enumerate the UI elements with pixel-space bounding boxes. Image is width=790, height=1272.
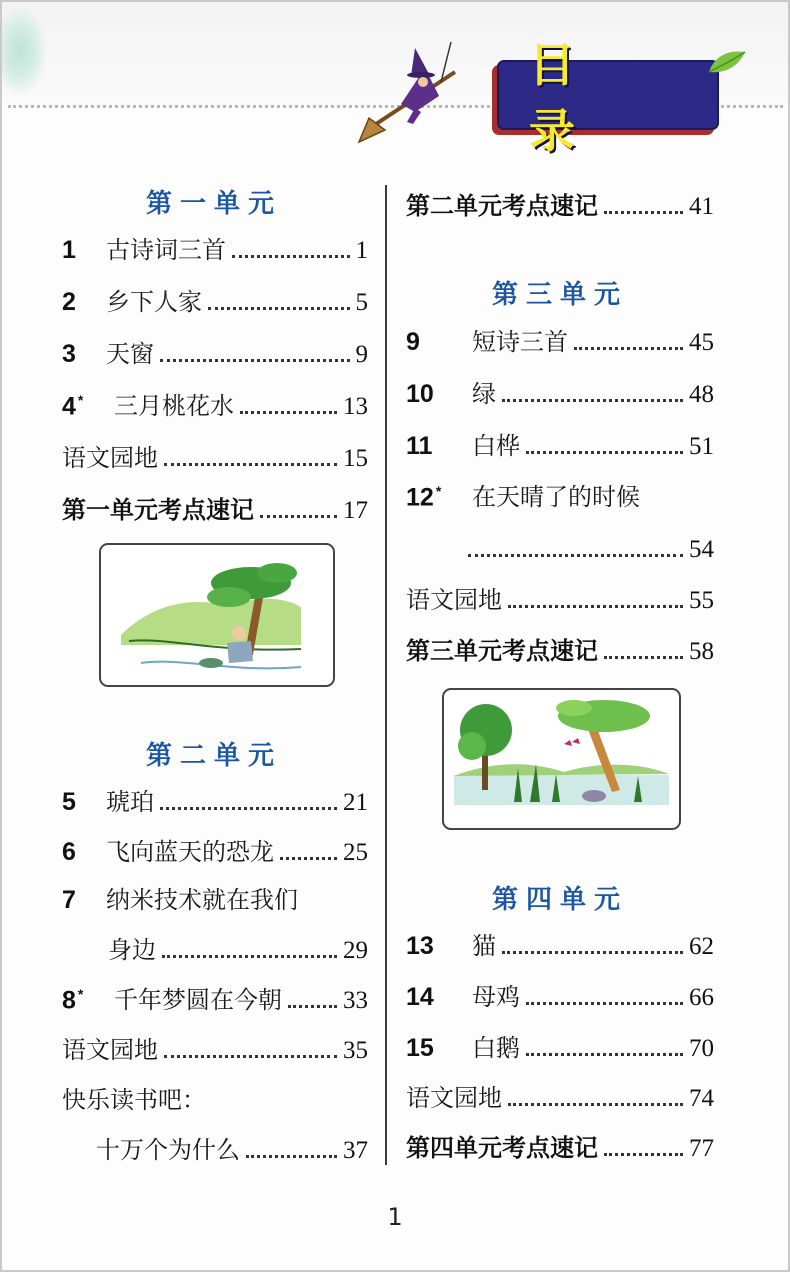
column-divider (385, 185, 387, 1165)
leader-dots (508, 1102, 683, 1106)
lesson-title: 千年梦圆在今朝 (114, 986, 282, 1014)
leader-dots (468, 553, 683, 557)
optional-star: * (77, 985, 84, 1002)
leader-dots (162, 954, 337, 958)
lesson-title: 天窗 (106, 340, 154, 368)
leader-dots (160, 358, 350, 362)
leaf-icon (705, 44, 749, 78)
page-ref: 74 (689, 1085, 714, 1112)
optional-star: * (77, 391, 84, 408)
lesson-number: 2 (62, 288, 76, 316)
toc-entry[interactable] (406, 325, 714, 357)
lesson-number: 9 (406, 328, 420, 356)
leader-dots (260, 514, 337, 518)
page-ref: 54 (689, 536, 714, 563)
river-scene-picture (101, 545, 333, 685)
lesson-number: 7 (62, 886, 76, 914)
leader-dots (280, 856, 337, 860)
illustration-boy-by-river (99, 543, 335, 687)
page-ref: 13 (343, 393, 368, 420)
page-ref: 55 (689, 587, 714, 614)
page-ref: 1 (355, 237, 368, 264)
leader-dots (246, 1154, 337, 1158)
page-ref: 33 (343, 987, 368, 1014)
page-ref: 21 (343, 789, 368, 816)
page-ref: 25 (343, 839, 368, 866)
section-title: 第二单元考点速记 (406, 192, 598, 220)
toc-entry-garden[interactable] (406, 583, 714, 615)
toc-entry[interactable] (62, 233, 368, 265)
unit-heading-1: 第一单元 (146, 189, 283, 219)
lesson-title: 绿 (472, 380, 496, 408)
page-ref: 5 (355, 289, 368, 316)
page-ref: 17 (343, 497, 368, 524)
leader-dots (526, 1001, 683, 1005)
leader-dots (604, 1152, 683, 1156)
lesson-title: 古诗词三首 (106, 236, 226, 264)
unit-heading-4: 第四单元 (492, 885, 629, 915)
page-ref: 66 (689, 984, 714, 1011)
leader-dots (526, 450, 683, 454)
section-title: 语文园地 (406, 1084, 502, 1112)
lesson-number: 3 (62, 340, 76, 368)
lesson-title: 飞向蓝天的恐龙 (106, 838, 274, 866)
section-title: 语文园地 (62, 444, 158, 472)
toc-entry-garden[interactable] (62, 1033, 368, 1065)
lesson-number: 6 (62, 838, 76, 866)
lesson-title: 乡下人家 (106, 288, 202, 316)
lesson-number: 4 * (62, 391, 84, 420)
section-title: 语文园地 (62, 1036, 158, 1064)
lesson-title: 短诗三首 (472, 328, 568, 356)
toc-entry[interactable] (62, 337, 368, 369)
toc-entry[interactable] (62, 785, 368, 817)
page-ref: 45 (689, 329, 714, 356)
toc-entry[interactable] (406, 377, 714, 409)
toc-entry[interactable] (406, 480, 714, 512)
toc-entry[interactable] (62, 983, 368, 1015)
forest-scene-picture (444, 690, 679, 828)
optional-star: * (435, 482, 442, 499)
section-title: 语文园地 (406, 586, 502, 614)
lesson-number: 13 (406, 932, 434, 960)
toc-entry-reading[interactable] (62, 1083, 368, 1115)
lesson-number: 12 * (406, 482, 442, 511)
leader-dots (288, 1004, 337, 1008)
page-ref: 15 (343, 445, 368, 472)
leader-dots (574, 346, 683, 350)
leader-dots (164, 462, 337, 466)
lesson-number: 8 * (62, 985, 84, 1014)
toc-entry[interactable] (62, 883, 368, 915)
page-ref: 35 (343, 1037, 368, 1064)
lesson-title: 猫 (472, 932, 496, 960)
lesson-number: 5 (62, 788, 76, 816)
lesson-title: 白鹅 (472, 1034, 520, 1062)
page-ref: 58 (689, 638, 714, 665)
lesson-title-continued: 身边 (108, 936, 156, 964)
page-ref: 41 (689, 193, 714, 220)
lesson-title: 三月桃花水 (114, 392, 234, 420)
toc-entry[interactable] (62, 835, 368, 867)
toc-entry[interactable] (406, 929, 714, 961)
leader-dots (604, 210, 683, 214)
page-ref: 9 (355, 341, 368, 368)
page-border-left (0, 0, 2, 1272)
page-ref: 70 (689, 1035, 714, 1062)
toc-entry[interactable] (406, 980, 714, 1012)
toc-entry-continued[interactable] (108, 933, 368, 965)
leader-dots (526, 1052, 683, 1056)
leader-dots (208, 306, 350, 310)
toc-entry-review[interactable] (62, 493, 368, 525)
page-ref: 29 (343, 937, 368, 964)
section-title: 第三单元考点速记 (406, 637, 598, 665)
toc-entry[interactable] (62, 285, 368, 317)
toc-entry[interactable] (406, 429, 714, 461)
leader-dots (502, 398, 683, 402)
toc-entry-garden[interactable] (62, 441, 368, 473)
leader-dots (164, 1054, 337, 1058)
toc-title-box (497, 38, 719, 158)
toc-entry[interactable] (62, 389, 368, 421)
toc-entry[interactable] (406, 1031, 714, 1063)
section-title: 第一单元考点速记 (62, 496, 254, 524)
leader-dots (502, 950, 683, 954)
leader-dots (240, 410, 337, 414)
page-ref: 37 (343, 1137, 368, 1164)
toc-entry-review[interactable] (406, 189, 714, 221)
page-ref: 51 (689, 433, 714, 460)
lesson-number: 11 (406, 432, 433, 460)
section-title: 第四单元考点速记 (406, 1134, 598, 1162)
unit-heading-2: 第二单元 (146, 741, 283, 771)
lesson-title: 母鸡 (472, 983, 520, 1011)
toc-entry-review[interactable] (406, 634, 714, 666)
page-ref: 77 (689, 1135, 714, 1162)
lesson-number: 10 (406, 380, 434, 408)
toc-entry-review[interactable] (406, 1131, 714, 1163)
lesson-title: 在天晴了的时候 (472, 483, 640, 511)
section-title: 快乐读书吧： (62, 1086, 206, 1114)
leader-dots (232, 254, 350, 258)
witch-on-broom-illustration (355, 38, 465, 148)
leader-dots (160, 806, 337, 810)
page-number: 1 (387, 1203, 403, 1231)
lesson-number: 14 (406, 983, 434, 1011)
unit-heading-3: 第三单元 (492, 280, 629, 310)
page-ref: 48 (689, 381, 714, 408)
toc-entry-continued[interactable] (96, 1133, 368, 1165)
toc-title: 目 录 (529, 38, 605, 158)
lesson-title: 白桦 (472, 432, 520, 460)
section-title-continued: 十万个为什么 (96, 1136, 240, 1164)
lesson-number: 15 (406, 1034, 434, 1062)
page-ref: 62 (689, 933, 714, 960)
lesson-title: 琥珀 (106, 788, 154, 816)
corner-decoration (2, 8, 46, 94)
lesson-title: 纳米技术就在我们 (106, 886, 298, 914)
leader-dots (508, 604, 683, 608)
lesson-number: 1 (62, 236, 76, 264)
leader-dots (604, 655, 683, 659)
illustration-forest-pond (442, 688, 681, 830)
toc-entry-continued[interactable] (468, 532, 714, 564)
toc-entry-garden[interactable] (406, 1081, 714, 1113)
